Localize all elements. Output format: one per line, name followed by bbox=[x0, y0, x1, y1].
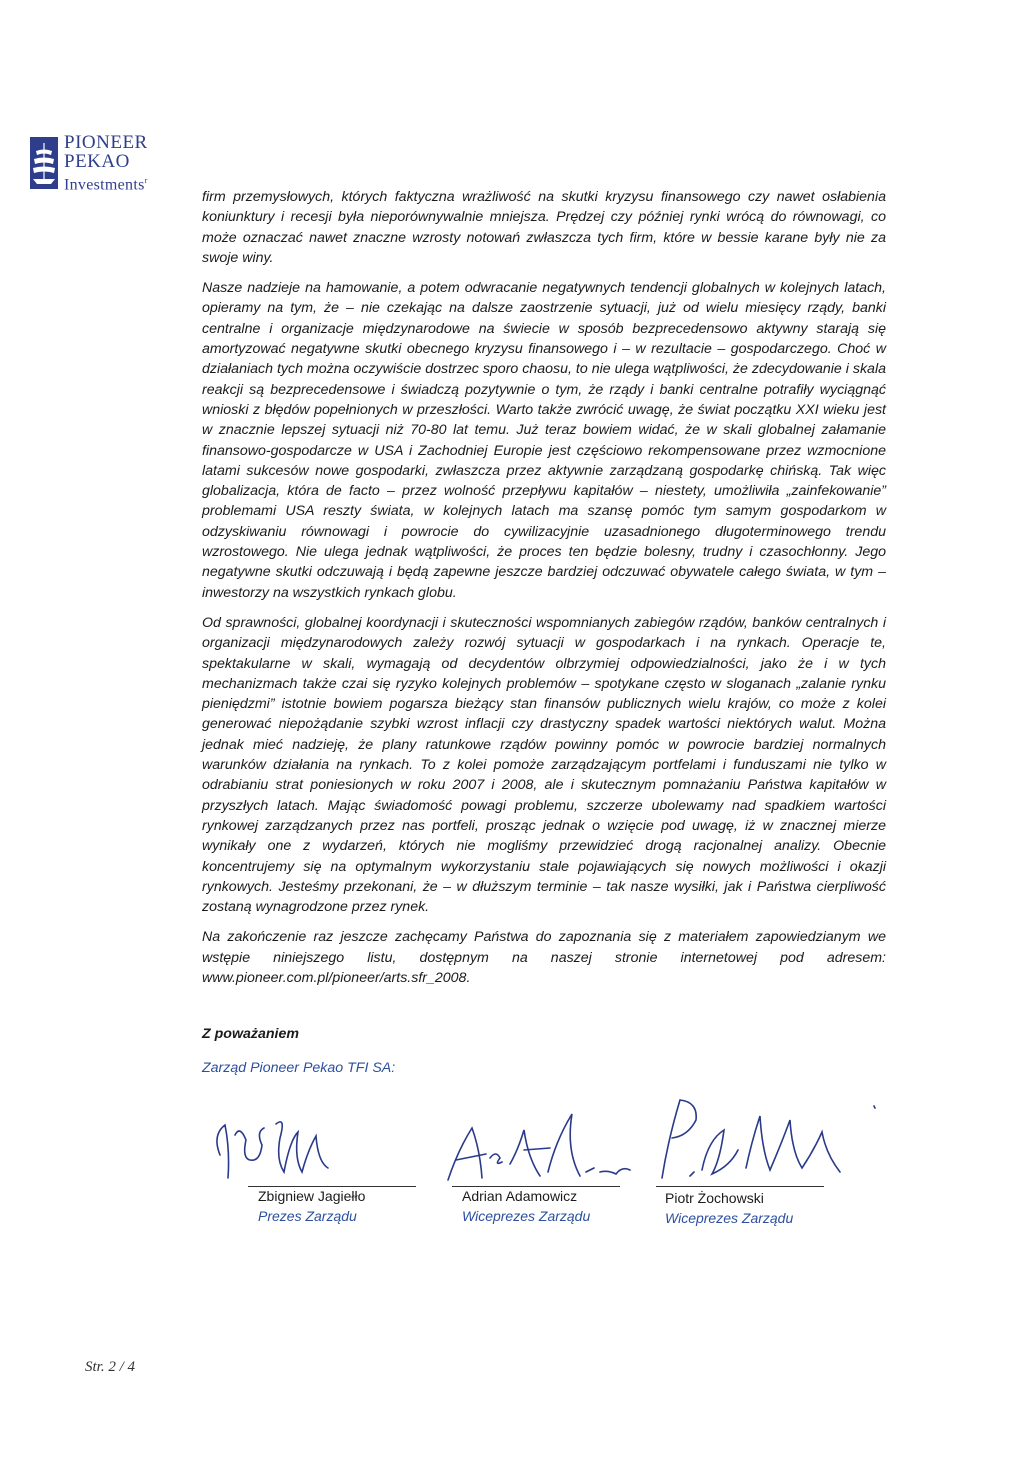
signatory-name: Zbigniew Jagiełło bbox=[258, 1188, 366, 1204]
logo-line-investments: Investments$^r$ bbox=[64, 176, 148, 194]
logo-line-pekao: PEKAO bbox=[64, 151, 130, 172]
ship-sail-icon bbox=[30, 137, 58, 189]
handwritten-signatures bbox=[190, 1080, 890, 1190]
paragraph: Nasze nadzieje na hamowanie, a potem odwracanie negatywnych tendencji globalnych w kolejnych latach, opieramy na tym, że – nie czekając na dalsze zaostrzenie sytuacji, już od wielu miesięcy rządy, banki centralne i organizacje międzynarodowe na świecie w sposób bezprecedensowo aktywny starają się amortyzować negatywne skutki obecnego kryzysu finansowego i – w rezultacie – gospodarczego. Choć w działaniach tych można oczywiście dostrzec sporo chaosu, to nie ulega wątpliwości, że zdecydowanie i skala reakcji są bezprecedensowe i świadczą pozytywnie o tym, że rządy i banki centralne potrafiły wyciągnąć wnioski z błędów popełnionych w przeszłości. Warto także zwrócić uwagę, że świat początku XXI wieku jest w znacznie lepszej sytuacji niż 70-80 lat temu. Już teraz bowiem widać, że w skali globalnej załamanie finansowo-gospodarcze w USA i Zachodniej Europie jest częściowo rekompensowane przez wzmocnione latami sukcesów nowe gospodarki, zwłaszcza przez aktywnie zarządzaną gospodarkę chińską. Tak więc globalizacja, która de facto – przez wolność przepływu kapitałów – niestety, umożliwiła „zainfekowanie” problemami USA reszty świata, w kolejnych latach ma szansę pomóc tym samym gospodarkom w odzyskiwaniu równowagi i powrocie do cywilizacyjnie uzasadnionego długoterminowego trendu wzrostowego. Nie ulega jednak wątpliwości, że proces ten będzie bolesny, trudny i czasochłonny. Jego negatywne skutki odczuwają i będą zapewne jeszcze bardziej odczuwać obywatele całego świata, w tym – inwestorzy na wszystkich rynkach globu. bbox=[202, 280, 886, 601]
signatory-role: Wiceprezes Zarządu bbox=[665, 1210, 794, 1226]
signature-line bbox=[248, 1186, 416, 1187]
page-number: Str. 2 / 4 bbox=[85, 1359, 136, 1375]
signatory-role: Wiceprezes Zarządu bbox=[462, 1208, 591, 1224]
signature-jagiello bbox=[217, 1122, 328, 1178]
signatory-name: Piotr Żochowski bbox=[665, 1190, 764, 1206]
paragraph: Od sprawności, globalnej koordynacji i skuteczności wspomnianych zabiegów rządów, banków centralnych i organizacji międzynarodowych zależy rozwój sytuacji w gospodarkach i na rynkach. Operacje te, spektakularne w skali, wymagają od decydentów olbrzymiej odpowiedzialności, jako że i w tych mechanizmach także czai się ryzyko kolejnych problemów – spotykane często w sloganach „zalanie rynku pieniędzmi” istotnie bowiem pogarsza bieżący stan finansów publicznych wielu krajów, co może z kolei generować niepożądanie szybki wzrost inflacji czy drastyczny spadek wartości niektórych walut. Można jednak mieć nadzieję, że plany ratunkowe rządów powinny pomóc w powrocie bardziej normalnych warunków działania na rynkach. To z kolei pomoże zarządzającym portfelami i funduszami nie tylko w odrabianiu strat poniesionych w roku 2007 i 2008, ale i skutecznym pomnażaniu Państwa kapitałów w przyszłych latach. Mając świadomość powagi problemu, szczerze ubolewamy nad spadkiem wartości rynkowej zarządzanych przez nas portfeli, prosząc jednak o wzięcie pod uwagę, iż w znacznej mierze wynikały one z wydarzeń, których nie mogliśmy przewidzieć drogą racjonalnej analizy. Obecnie koncentrujemy się na optymalnym wykorzystaniu stale pojawiających się nowych możliwości i okazji rynkowych. Jesteśmy przekonani, że – w dłuższym terminie – tak nasze wysiłki, jak i Państwa cierpliwość zostaną wynagrodzone przez rynek. bbox=[202, 614, 886, 916]
company-logo bbox=[30, 133, 190, 193]
signatory-name: Adrian Adamowicz bbox=[462, 1188, 578, 1204]
paragraph: firm przemysłowych, których faktyczna wrażliwość na skutki kryzysu finansowego czy nawet osłabienia koniunktury i recesji była nieporównywalnie mniejsza. Prędzej czy później rynki wrócą do równowagi, co może oznaczać nawet znaczne wzrosty notowań zwłaszcza tych firm, które w bessie karane były nie za swoje winy. bbox=[202, 189, 886, 266]
signature-zochowski bbox=[662, 1100, 875, 1178]
board-heading: Zarząd Pioneer Pekao TFI SA: bbox=[202, 1060, 396, 1076]
signature-adamowicz bbox=[448, 1114, 630, 1180]
logo-wordmark bbox=[64, 133, 148, 194]
signature-line bbox=[452, 1186, 620, 1187]
signature-line bbox=[656, 1186, 824, 1187]
paragraph: Na zakończenie raz jeszcze zachęcamy Państwa do zapoznania się z materiałem zapowiedzianym we wstępie niniejszego listu, dostępnym na naszej stronie internetowej pod adresem: www.pioneer.com.pl/pioneer/arts.sfr_2008. bbox=[202, 929, 886, 986]
logo-line-pioneer: PIONEER bbox=[64, 132, 148, 153]
letter-body bbox=[202, 187, 886, 998]
registered-mark: r bbox=[144, 176, 148, 185]
closing-salutation: Z poważaniem bbox=[202, 1026, 299, 1042]
signatory-role: Prezes Zarządu bbox=[258, 1208, 357, 1224]
